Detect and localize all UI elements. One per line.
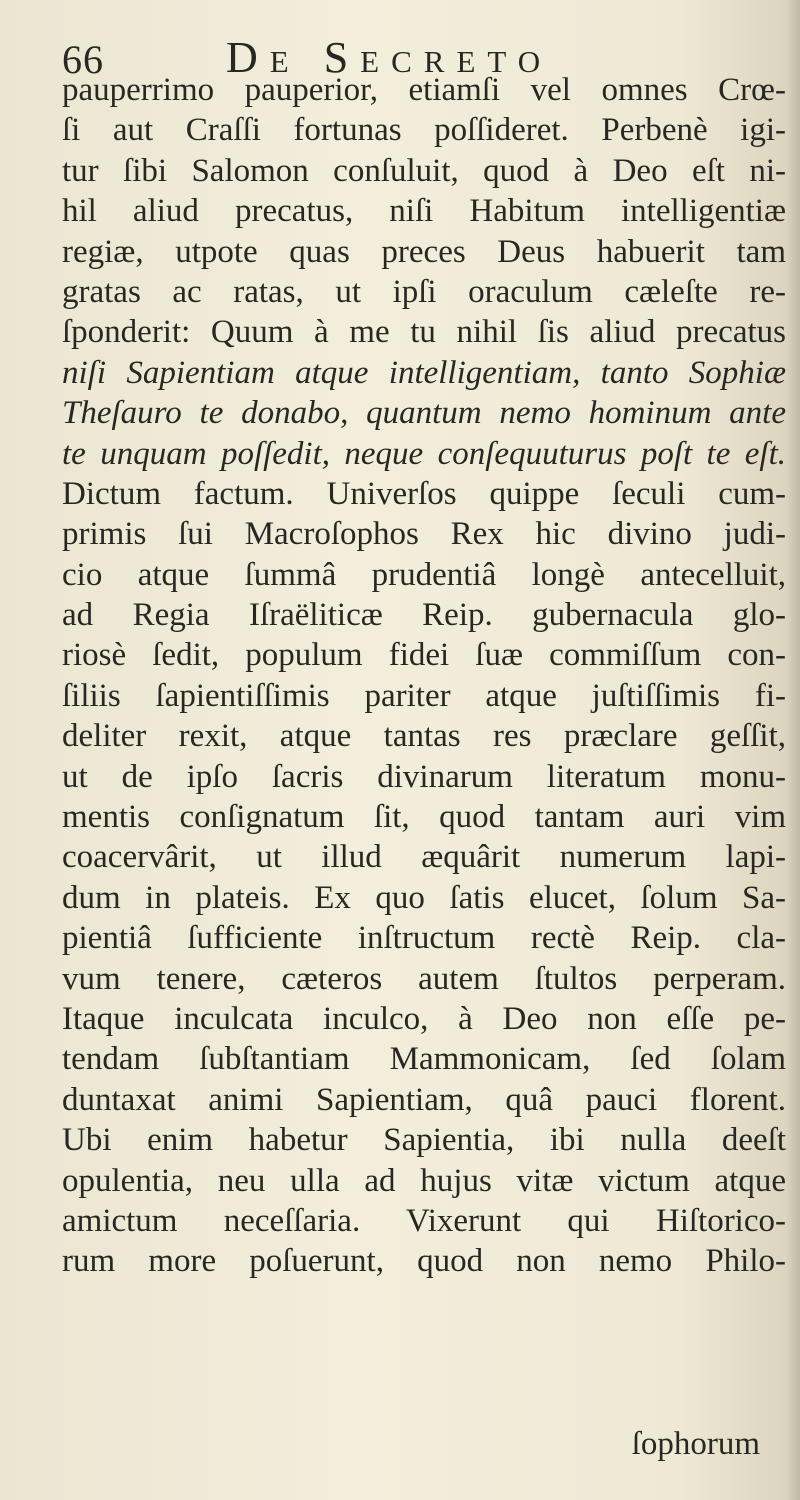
text-line: mentis conſignatum ſit, quod tantam auri vim [62, 799, 786, 836]
text-line: vum tenere, cæteros autem ſtultos perperam. [62, 960, 786, 997]
quotation-line: niſi Sapientiam atque intelligentiam, tanto Sophiæ [62, 354, 786, 391]
page-number: 66 [62, 37, 104, 82]
text-line: ſponderit: Quum à me tu nihil ſis aliud precatus [62, 314, 786, 351]
text-line: coacervârit, ut illud æquârit numerum lapi- [62, 839, 786, 876]
quotation-line: Theſauro te donabo, quantum nemo hominum ante [62, 395, 786, 432]
text-line: ad Regia Iſraëliticæ Reip. gubernacula glo- [62, 597, 786, 634]
body-text [62, 70, 786, 1282]
text-line: pientiâ ſufficiente inſtructum rectè Reip. cla- [62, 920, 786, 957]
page-edge-shadow [786, 0, 800, 1500]
text-line: ſi aut Craſſi fortunas poſſideret. Perbenè igi- [62, 112, 786, 149]
text-line: Ubi enim habetur Sapientia, ibi nulla deeſt [62, 1122, 786, 1159]
text-line: hil aliud precatus, niſi Habitum intelligentiæ [62, 193, 786, 230]
text-line: Dictum factum. Univerſos quippe ſeculi cum- [62, 475, 786, 512]
text-line: duntaxat animi Sapientiam, quâ pauci florent. [62, 1081, 786, 1118]
text-line: ut de ipſo ſacris divinarum literatum monu- [62, 758, 786, 795]
text-line: Itaque inculcata inculco, à Deo non eſſe pe- [62, 1000, 786, 1037]
text-line: pauperrimo pauperior, etiamſi vel omnes Crœ- [62, 72, 786, 108]
text-line: primis ſui Macroſophos Rex hic divino judi- [62, 516, 786, 553]
text-line: gratas ac ratas, ut ipſi oraculum cæleſte re- [62, 273, 786, 310]
text-line: rum more poſuerunt, quod non nemo Philo- [62, 1243, 786, 1280]
text-line: opulentia, neu ulla ad hujus vitæ victum atque [62, 1162, 786, 1199]
quotation-line: te unquam poſſedit, neque conſequuturus poſt te eſt. [62, 435, 786, 472]
text-line: tendam ſubſtantiam Mammonicam, ſed ſolam [62, 1041, 786, 1078]
catchword: ſophorum [631, 1426, 760, 1462]
text-line: regiæ, utpote quas preces Deus habuerit tam [62, 233, 786, 270]
text-line: tur ſibi Salomon conſuluit, quod à Deo eſt ni- [62, 152, 786, 189]
text-line: cio atque ſummâ prudentiâ longè antecelluit, [62, 556, 786, 593]
text-line: riosè ſedit, populum fidei ſuæ commiſſum con- [62, 637, 786, 674]
text-line: dum in plateis. Ex quo ſatis elucet, ſolum Sa- [62, 879, 786, 916]
running-title: De Secreto [226, 33, 553, 82]
text-line: amictum neceſſaria. Vixerunt qui Hiſtorico- [62, 1202, 786, 1239]
text-line: deliter rexit, atque tantas res præclare geſſit, [62, 718, 786, 755]
text-line: ſiliis ſapientiſſimis pariter atque juſtiſſimis fi- [62, 677, 786, 714]
